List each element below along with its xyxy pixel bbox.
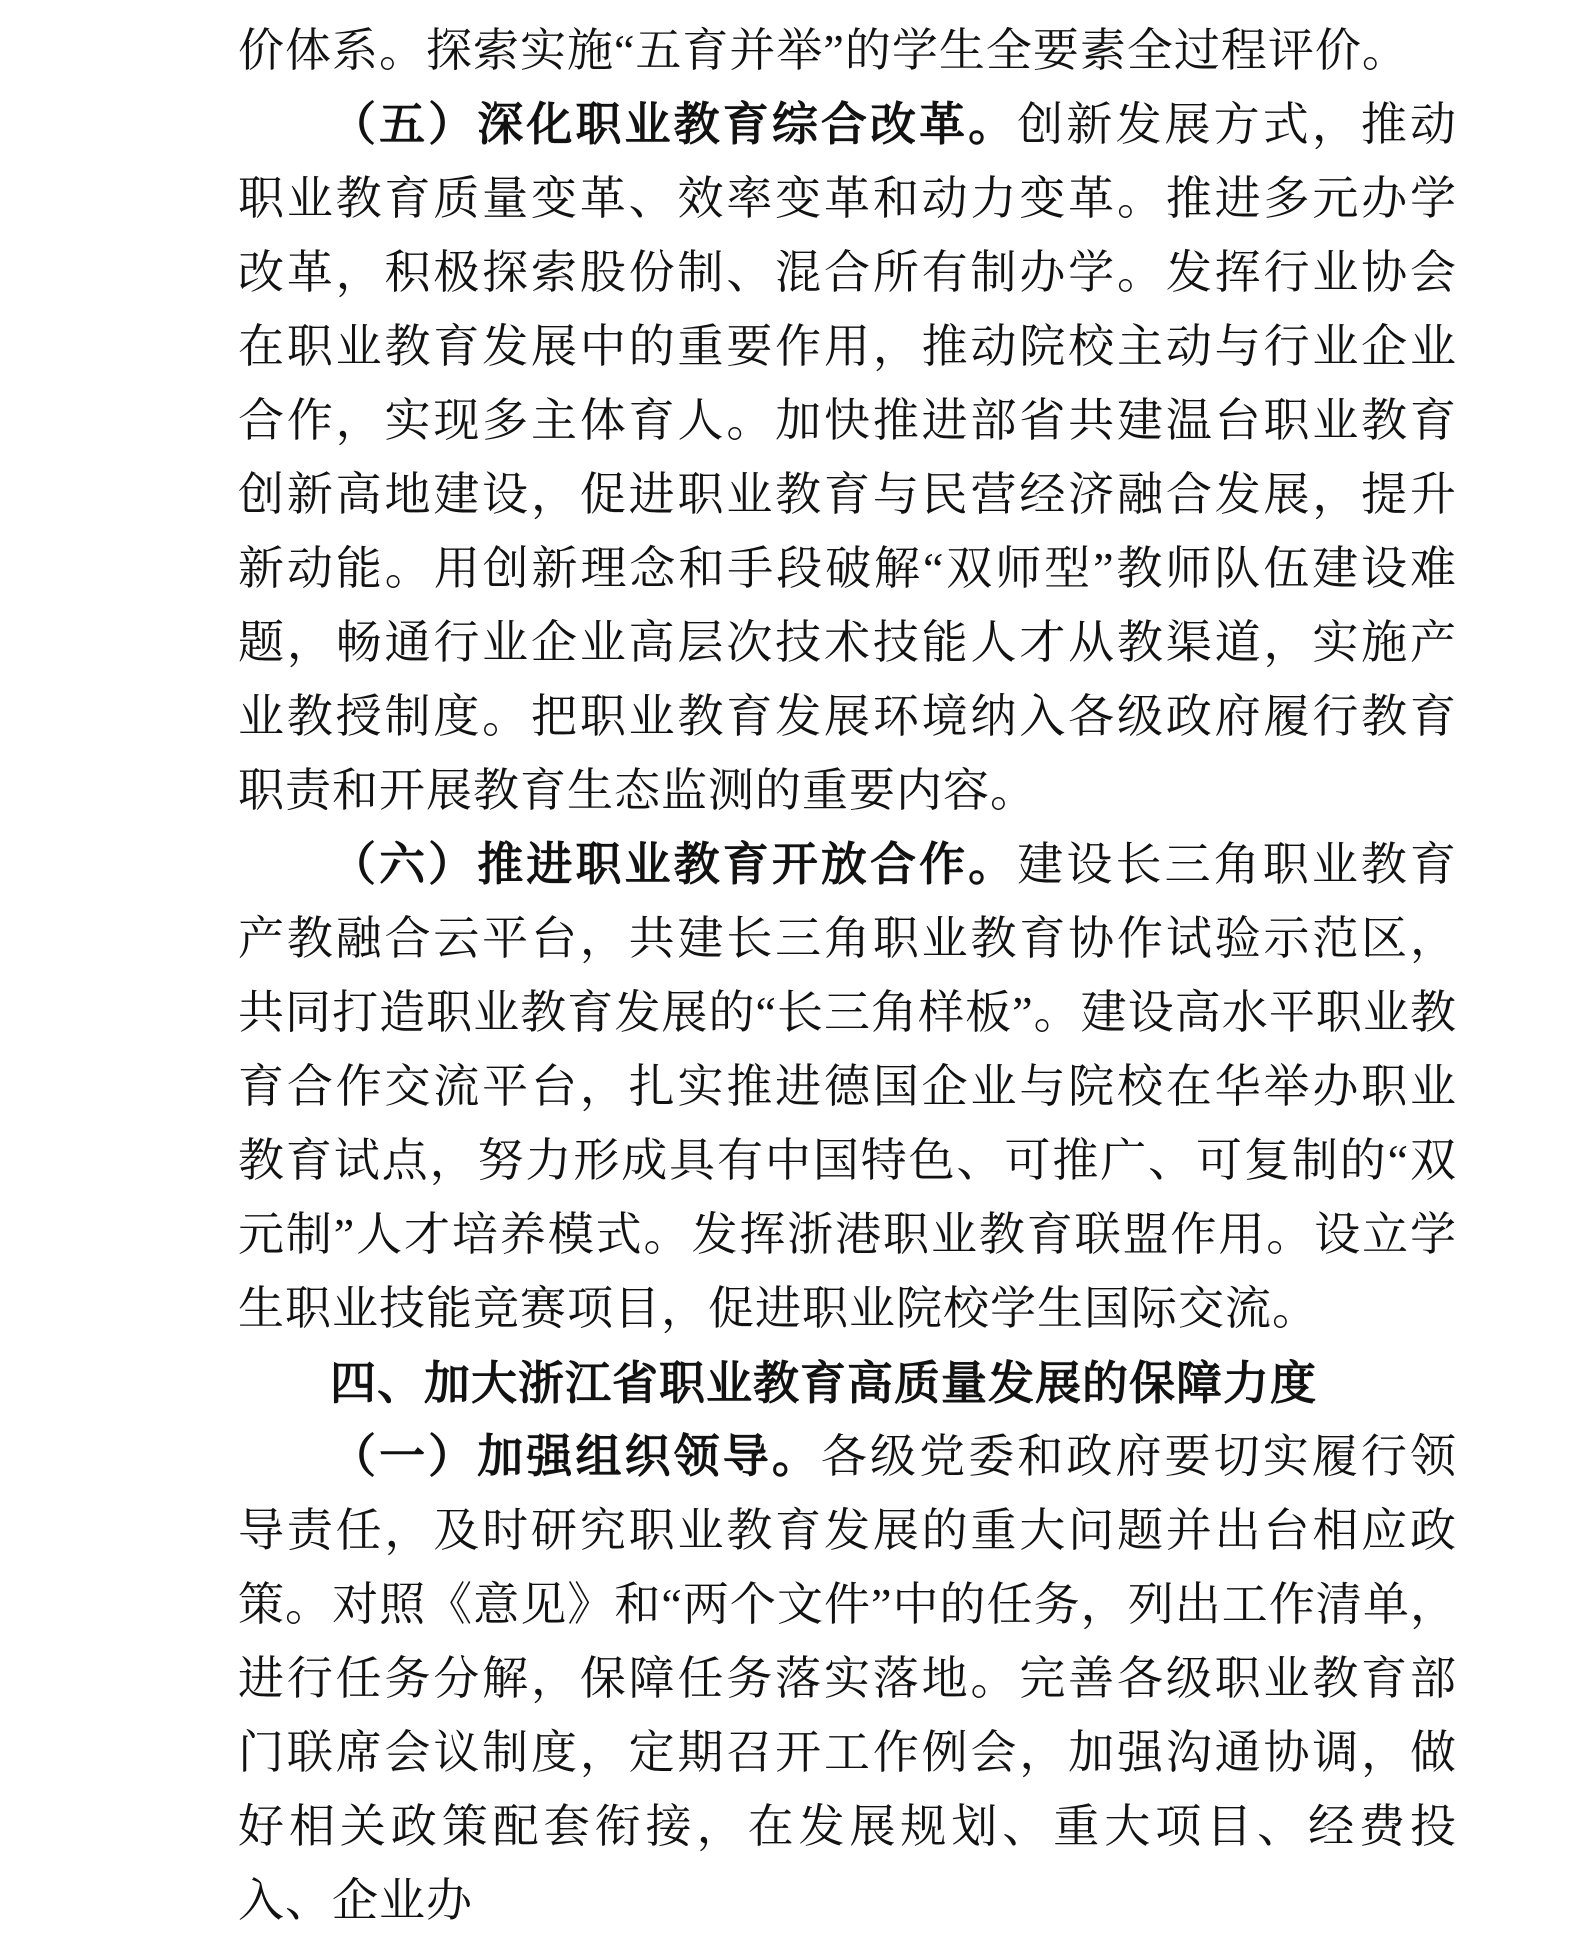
paragraph-item-5 [238,88,1457,828]
paragraph-item-6 [238,828,1457,1346]
paragraph-item-1 [238,1420,1457,1938]
paragraph-text: 各级党委和政府要切实履行领导责任，及时研究职业教育发展的重大问题并出台相应政策。对照《意见》和“两个文件”中的任务，列出工作清单，进行任务分解，保障任务落实落地。完善各级职业教育部门联席会议制度，定期召开工作例会，加强沟通协调，做好相关政策配套衔接，在发展规划、重大项目、经费投入、企业办 [238,1431,1458,1926]
paragraph-text: 建设长三角职业教育产教融合云平台，共建长三角职业教育协作试验示范区，共同打造职业教育发展的“长三角样板”。建设高水平职业教育合作交流平台，扎实推进德国企业与院校在华举办职业教育试点，努力形成具有中国特色、可推广、可复制的“双元制”人才培养模式。发挥浙港职业教育联盟作用。设立学生职业技能竞赛项目，促进职业院校学生国际交流。 [238,839,1458,1334]
paragraph-lead-bold: （六）推进职业教育开放合作。 [330,839,1018,890]
paragraph-lead-bold: （一）加强组织领导。 [330,1431,821,1482]
paragraph-text: 价体系。探索实施“五育并举”的学生全要素全过程评价。 [238,25,1409,76]
paragraph-text: 创新发展方式，推动职业教育质量变革、效率变革和动力变革。推进多元办学改革，积极探索股份制、混合所有制办学。发挥行业协会在职业教育发展中的重要作用，推动院校主动与行业企业合作，实现多主体育人。加快推进部省共建温台职业教育创新高地建设，促进职业教育与民营经济融合发展，提升新动能。用创新理念和手段破解“双师型”教师队伍建设难题，畅通行业企业高层次技术技能人才从教渠道，实施产业教授制度。把职业教育发展环境纳入各级政府履行教育职责和开展教育生态监测的重要内容。 [238,99,1458,816]
section-heading-4: 四、加大浙江省职业教育高质量发展的保障力度 [330,1357,1317,1409]
paragraph-lead-bold: （五）深化职业教育综合改革。 [330,99,1018,150]
paragraph-continuation [238,14,1457,88]
